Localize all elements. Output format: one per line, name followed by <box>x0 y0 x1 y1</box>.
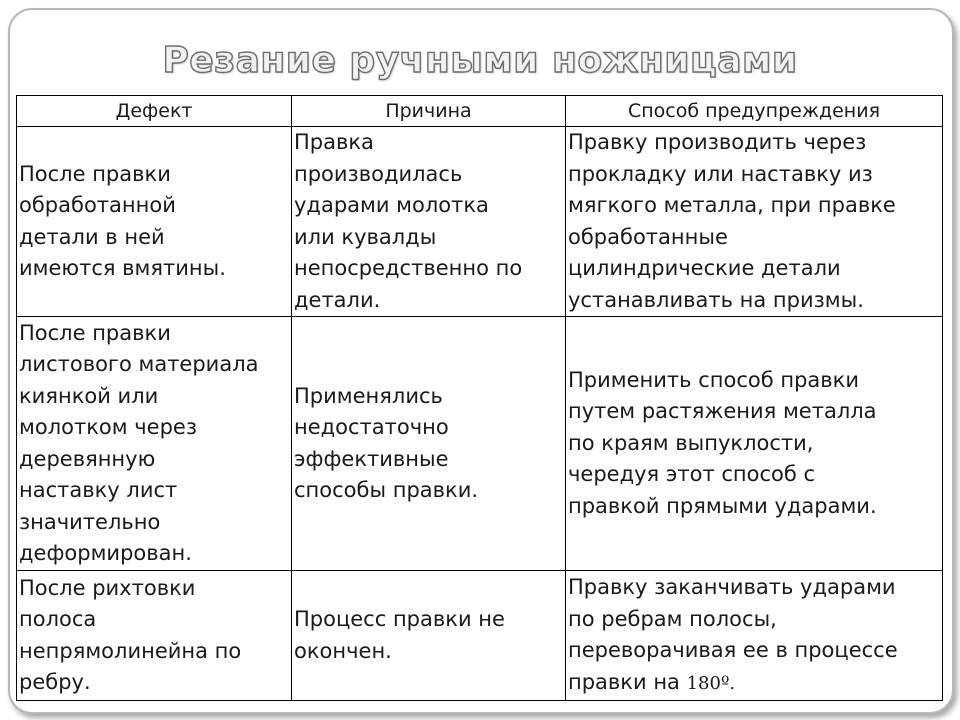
table-row <box>17 571 943 701</box>
cell-prevention: Правку производить через прокладку или наставку из мягкого металла, при правке обработанные цилиндрические детали устанавливать на призмы. <box>566 127 943 317</box>
header-cause: Причина <box>292 96 566 127</box>
table-row <box>17 317 943 571</box>
cell-prevention: Применить способ правки путем растяжения металла по краям выпуклости, чередуя этот способ с правкой прямыми ударами. <box>566 317 943 571</box>
cell-defect: После правки обработанной детали в ней имеются вмятины. <box>17 127 292 317</box>
cell-cause: Процесс правки не окончен. <box>292 571 566 701</box>
cell-prevention-text: Правку заканчивать ударами по ребрам полосы, переворачивая ее в процессе правки на <box>568 575 898 694</box>
cell-prevention-angle: 180º. <box>686 672 736 694</box>
cell-defect: После правки листового материала киянкой или молотком через деревянную наставку лист значительно деформирован. <box>17 317 292 571</box>
defects-table <box>16 95 943 701</box>
table-row <box>17 127 943 317</box>
table-header-row <box>17 96 943 127</box>
header-prevention: Способ предупреждения <box>566 96 943 127</box>
cell-cause: Применялись недостаточно эффективные способы правки. <box>292 317 566 571</box>
header-defect: Дефект <box>17 96 292 127</box>
slide-title: Резание ручными ножницами <box>162 40 798 81</box>
cell-cause: Правка производилась ударами молотка или кувалды непосредственно по детали. <box>292 127 566 317</box>
cell-defect: После рихтовки полоса непрямолинейна по ребру. <box>17 571 292 701</box>
cell-prevention <box>566 571 943 701</box>
